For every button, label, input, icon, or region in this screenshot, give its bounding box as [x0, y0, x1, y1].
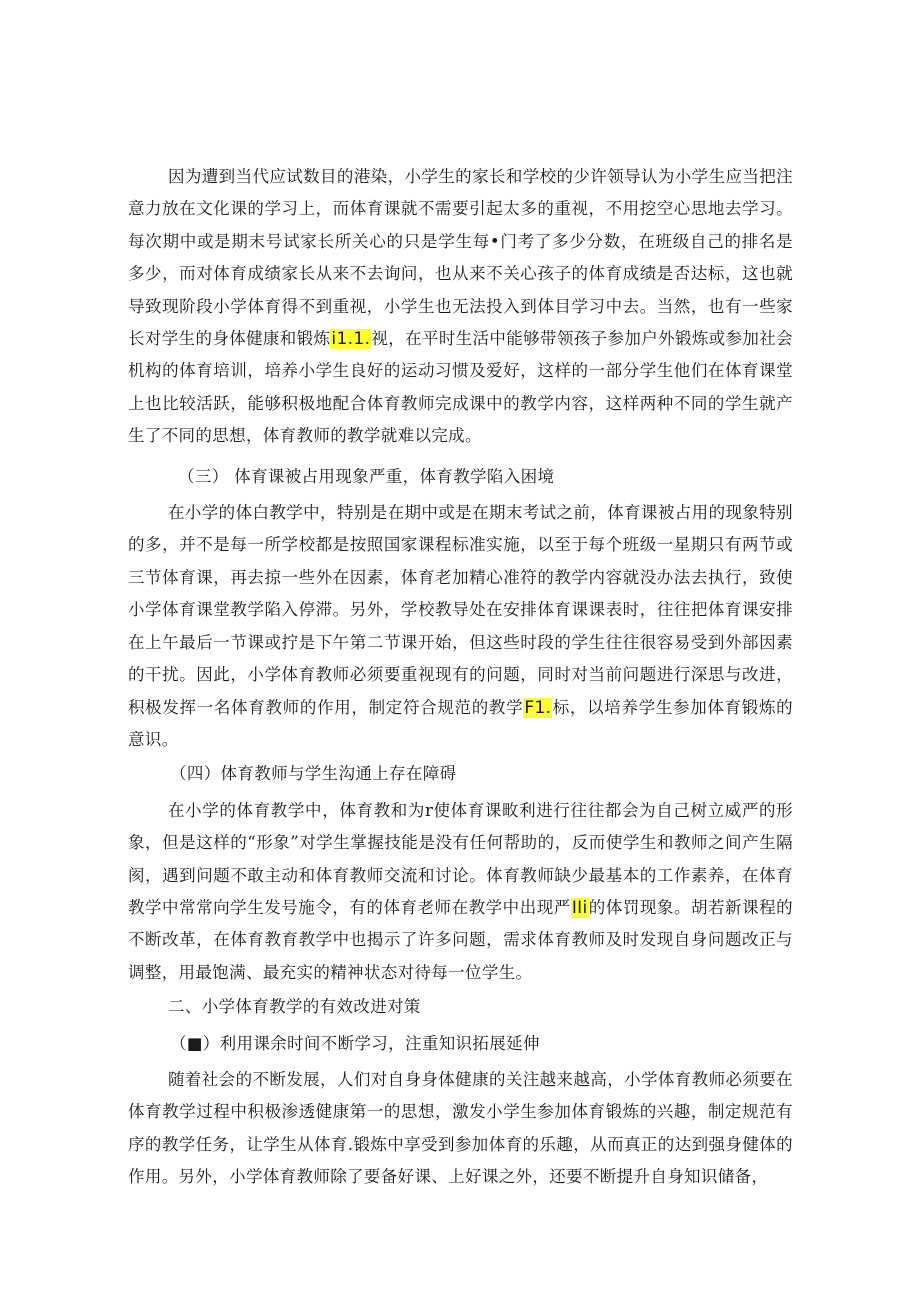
highlighted-text: F1. [524, 697, 552, 718]
paragraph-3-text-b: 的体罚现象。胡若新课程的不断改革，在体育教育教学中也揭示了许多问题，需求体育教师及时发现自身问题改正与调整，用最饱满、最充实的精神状态对待每一位学生。 [128, 897, 793, 982]
paragraph-2 [128, 497, 793, 756]
paragraph-3-text-a: 在小学的体育教学中，体育教和为r使体育课畋利进行往往都会为自己树立威严的形象，但是这样的“形象”对学生掌握技能是没有任何帮助的，反而使学生和教师之间产生隔阂，遇到问题不敢主动和体育教师交流和讨论。体育教师缺少最基本的工作素养，在体育教学中常常向学生发号施令，有的体育老师在教学中出现严 [128, 800, 793, 917]
paragraph-2-text-a: 在小学的体白教学中，特别是在期中或是在期末考试之前，体育课被占用的现象特别的多，并不是每一所学校都是按照国家课程标准实施，以至于每个班级一星期只有两节或三节体育课，再去掠一些外在因素，体育老加精心准符的教学内容就没办法去执行，致使小学体育课堂教学陷入停滞。另外，学校教导处在安排体育课课表时，往往把体育课安排在上午最后一节课或拧是下午第二节课开始，但这些时段的学生往往很容易受到外部因素的干扰。因此，小学体育教师必须要重视现有的问题，同时对当前问题进行深思与改进，积极发挥一名体育教师的作用，制定符合规范的教学 [128, 503, 793, 717]
paragraph-3 [128, 795, 793, 989]
paragraph-1-text-a: 因为遭到当代应试数目的港染，小学生的家长和学校的少许领导认为小学生应当把注意力放在文化课的学习上，而体育课就不需要引起太多的重视，不用挖空心思地去学习。每次期中或是期末号试家长所关心的只是学生每•门考了多少分数，在班级自己的排名是多少，而对体育成绩家长从来不去询问，也从来不关心孩子的体育成绩是否达标，这也就导致现阶段小学体育得不到重视，小学生也无法投入到体目学习中去。当然，也有一些家长对学生的身体健康和锻炼 [128, 167, 793, 349]
paragraph-1-text-b: 视，在平时生活中能够带领孩子参加户外锻炼或参加社会机构的体育培训，培养小学生良好的运动习惯及爱好，这样的一部分学生他们在体育课堂上也比较活跃，能够积极地配合体育教师完成课中的教学内容，这样两种不同的学生就产生了不同的思想，体育教师的教学就难以完成。 [128, 329, 794, 446]
section-heading-3: （三） 体育课被占用现象严重，体育教学陷入困境 [178, 466, 555, 486]
section-heading-4: （四）体育教师与学生沟通上存在障碍 [170, 764, 457, 784]
paragraph-1 [128, 161, 793, 453]
highlighted-text: i1.1. [331, 329, 371, 350]
section-heading-1: （■）利用课余时间不断学习，注重知识拓展延伸 [170, 1033, 540, 1053]
paragraph-4: 随着社会的不断发展，人们对自身身体健康的关注越来越高，小学体育教师必须要在体育教学过程中积极渗透健康第一的思想，激发小学生参加体育锻炼的兴趣，制定规范有序的教学任务，让学生从体育.锻炼中享受到参加体育的乐趣，从而真正的达到强身健体的作用。另外，小学体育教师除了要备好课、上好课之外，还要不断提升自身知识储备， [128, 1069, 793, 1187]
highlighted-text: IIi [571, 897, 588, 918]
chapter-heading-2: 二、小学体育教学的有效改进对策 [168, 997, 421, 1017]
paragraph-2-text-b: 标，以培养学生参加体育锻炼的意识。 [128, 697, 793, 749]
document-page [128, 161, 793, 1194]
